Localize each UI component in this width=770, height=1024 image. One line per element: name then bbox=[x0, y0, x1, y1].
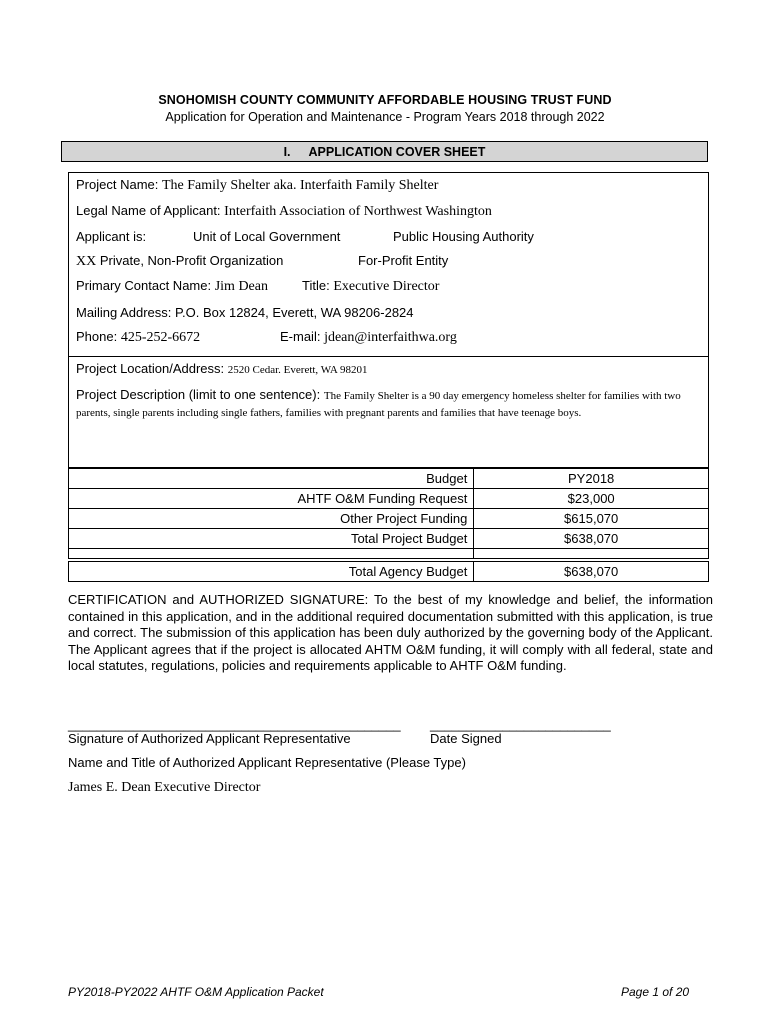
option-nonprofit-row bbox=[76, 253, 283, 270]
title-value: Executive Director bbox=[333, 279, 440, 294]
budget-label: Other Project Funding bbox=[69, 509, 474, 529]
description-value: The Family Shelter is a 90 day emergency homeless shelter for families with two parents, single parents including single fathers, families with pregnant parents and families that have teenage boys. bbox=[76, 390, 681, 419]
footer-page-number: Page 1 of 20 bbox=[621, 985, 690, 999]
email-label: E-mail: bbox=[280, 329, 321, 344]
budget-spacer-cell bbox=[69, 549, 474, 559]
date-signed-label: Date Signed bbox=[430, 731, 502, 746]
section-title: APPLICATION COVER SHEET bbox=[308, 145, 486, 159]
signature-line: ______________________________________________ bbox=[68, 717, 401, 732]
phone-value: 425-252-6672 bbox=[120, 330, 201, 345]
mailing-label: Mailing Address: bbox=[76, 305, 172, 320]
agency-budget-value: $638,070 bbox=[474, 562, 709, 582]
budget-table bbox=[68, 468, 709, 582]
location-value: 2520 Cedar. Everett, WA 98201 bbox=[227, 364, 368, 376]
budget-value: $638,070 bbox=[474, 529, 709, 549]
name-title-label: Name and Title of Authorized Applicant Representative (Please Type) bbox=[68, 755, 466, 770]
legal-name-value: Interfaith Association of Northwest Washington bbox=[224, 204, 492, 219]
budget-value: $615,070 bbox=[474, 509, 709, 529]
budget-row bbox=[69, 489, 709, 509]
budget-row bbox=[69, 469, 709, 489]
phone-row bbox=[76, 329, 200, 346]
applicant-is-label: Applicant is: bbox=[76, 229, 147, 244]
agency-budget-label: Total Agency Budget bbox=[69, 562, 474, 582]
project-name-label: Project Name: bbox=[76, 177, 159, 192]
budget-spacer-row bbox=[69, 549, 709, 559]
location-row bbox=[76, 361, 367, 376]
description-label: Project Description (limit to one sentence): bbox=[76, 387, 321, 402]
email-value: jdean@interfaithwa.org bbox=[324, 330, 457, 345]
location-label: Project Location/Address: bbox=[76, 361, 225, 376]
document-subtitle: Application for Operation and Maintenance - Program Years 2018 through 2022 bbox=[165, 110, 605, 124]
project-name-value: The Family Shelter aka. Interfaith Family Shelter bbox=[162, 178, 439, 193]
title-label: Title: bbox=[302, 278, 330, 293]
section-header bbox=[61, 141, 708, 162]
legal-name-label: Legal Name of Applicant: bbox=[76, 203, 221, 218]
budget-row bbox=[69, 529, 709, 549]
document-title: SNOHOMISH COUNTY COMMUNITY AFFORDABLE HOUSING TRUST FUND bbox=[158, 93, 612, 107]
section-number: I. bbox=[283, 145, 291, 159]
mailing-row bbox=[76, 305, 414, 320]
contact-row bbox=[76, 278, 268, 295]
date-line: _________________________ bbox=[430, 717, 611, 732]
option-nonprofit: Private, Non-Profit Organization bbox=[99, 253, 284, 268]
budget-value: $23,000 bbox=[474, 489, 709, 509]
option-for-profit: For-Profit Entity bbox=[358, 253, 449, 268]
budget-spacer-cell bbox=[474, 549, 709, 559]
footer-document-name: PY2018-PY2022 AHTF O&M Application Packet bbox=[68, 985, 324, 999]
phone-label: Phone: bbox=[76, 329, 118, 344]
title-row bbox=[302, 278, 439, 295]
budget-label: AHTF O&M Funding Request bbox=[69, 489, 474, 509]
email-row bbox=[280, 329, 457, 346]
budget-label: Budget bbox=[69, 469, 474, 489]
project-name-row bbox=[76, 177, 438, 194]
legal-name-row bbox=[76, 203, 492, 220]
certification-text: CERTIFICATION and AUTHORIZED SIGNATURE: To the best of my knowledge and belief, the information contained in this application, and in the additional required documentation submitted with this application, is true and correct. The submission of this application has been duly authorized by the governing body of the Applicant. The Applicant agrees that if the project is allocated AHTM O&M funding, it will comply with all federal, state and local statutes, regulations, policies and requirements applicable to AHTF O&M funding. bbox=[68, 592, 713, 674]
contact-value: Jim Dean bbox=[214, 279, 268, 294]
signature-label: Signature of Authorized Applicant Representative bbox=[68, 731, 351, 746]
mailing-value: P.O. Box 12824, Everett, WA 98206-2824 bbox=[175, 305, 414, 320]
name-title-value: James E. Dean Executive Director bbox=[68, 780, 261, 795]
budget-label: Total Project Budget bbox=[69, 529, 474, 549]
project-description bbox=[76, 387, 706, 421]
contact-label: Primary Contact Name: bbox=[76, 278, 212, 293]
budget-row bbox=[69, 509, 709, 529]
option-public-housing-authority: Public Housing Authority bbox=[393, 229, 534, 244]
nonprofit-check-mark: XX bbox=[76, 254, 97, 269]
option-local-government: Unit of Local Government bbox=[193, 229, 341, 244]
budget-value: PY2018 bbox=[474, 469, 709, 489]
budget-row-agency bbox=[69, 562, 709, 582]
